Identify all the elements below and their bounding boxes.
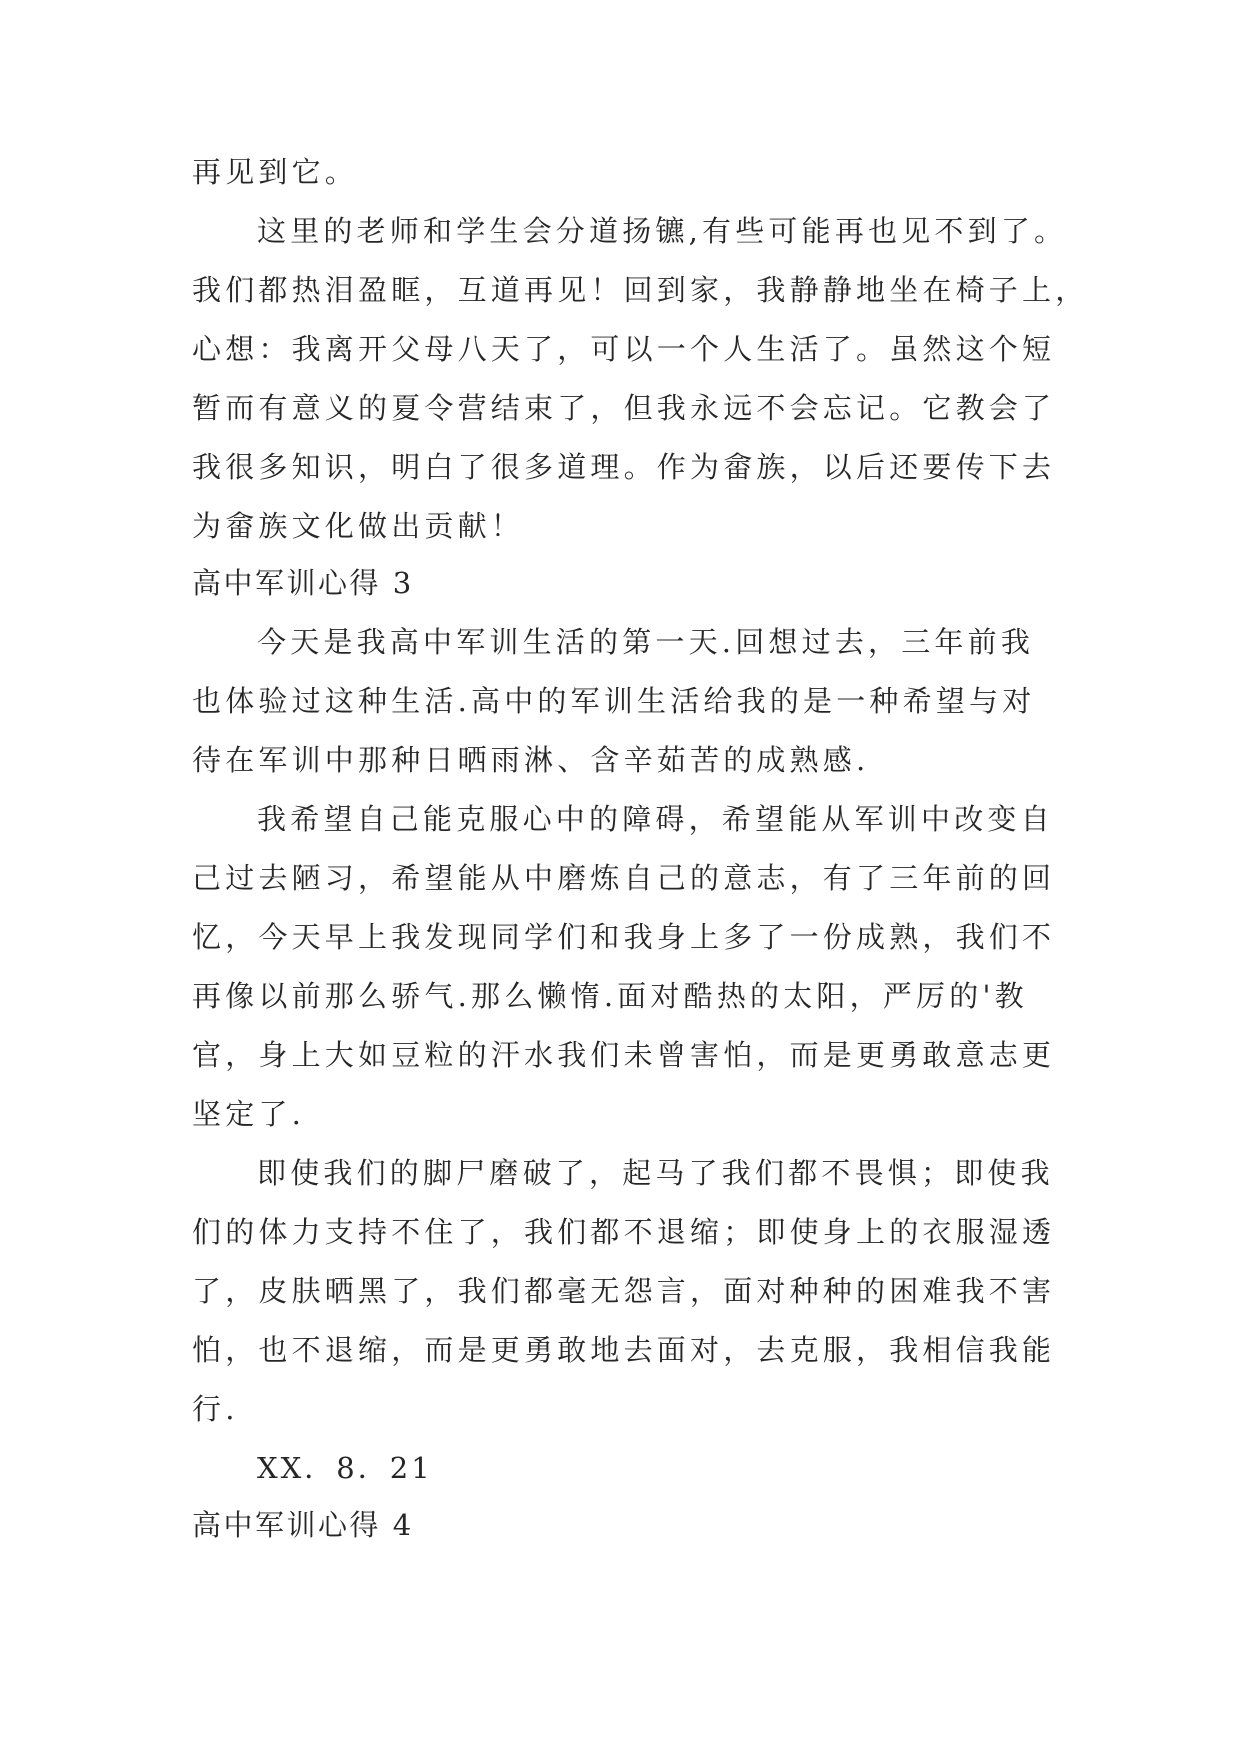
text-line: 坚定了.: [192, 1097, 306, 1131]
text-line: 行.: [192, 1392, 239, 1426]
text-line: 待在军训中那种日晒雨淋、含辛茹苦的成熟感.: [192, 743, 870, 777]
text-line: 心想：我离开父母八天了，可以一个人生活了。虽然这个短: [192, 332, 1056, 366]
text-line: 也体验过这种生活.高中的军训生活给我的是一种希望与对: [192, 684, 1036, 718]
text-line: 再见到它。: [192, 155, 359, 189]
paragraph-first-line: 即使我们的脚尸磨破了，起马了我们都不畏惧；即使我: [257, 1156, 1054, 1190]
text-line: 再像以前那么骄气.那么懒惰.面对酷热的太阳，严厉的'教: [192, 979, 1028, 1013]
paragraph-first-line: 今天是我高中军训生活的第一天.回想过去，三年前我: [257, 625, 1035, 659]
section-heading: 高中军训心得 4: [192, 1508, 414, 1542]
paragraph-first-line: 这里的老师和学生会分道扬镳,有些可能再也见不到了。: [257, 214, 1068, 248]
text-line: 官，身上大如豆粒的汗水我们未曾害怕，而是更勇敢意志更: [192, 1038, 1056, 1072]
text-line: 我们都热泪盈眶，互道再见！回到家，我静静地坐在椅子上，: [192, 273, 1089, 307]
paragraph-first-line: 我希望自己能克服心中的障碍，希望能从军训中改变自: [257, 802, 1054, 836]
text-line: 怕，也不退缩，而是更勇敢地去面对，去克服，我相信我能: [192, 1333, 1056, 1367]
section-heading: 高中军训心得 3: [192, 566, 414, 600]
text-line: 们的体力支持不住了，我们都不退缩；即使身上的衣服湿透: [192, 1215, 1056, 1249]
text-line: 己过去陋习，希望能从中磨炼自己的意志，有了三年前的回: [192, 861, 1056, 895]
date-line: XX．8．21: [257, 1451, 433, 1485]
text-line: 为畲族文化做出贡献！: [192, 509, 525, 543]
text-line: 了，皮肤晒黑了，我们都毫无怨言，面对种种的困难我不害: [192, 1274, 1056, 1308]
text-line: 忆，今天早上我发现同学们和我身上多了一份成熟，我们不: [192, 920, 1056, 954]
text-line: 我很多知识，明白了很多道理。作为畲族，以后还要传下去: [192, 450, 1056, 484]
text-line: 暂而有意义的夏令营结束了，但我永远不会忘记。它教会了: [192, 391, 1056, 425]
